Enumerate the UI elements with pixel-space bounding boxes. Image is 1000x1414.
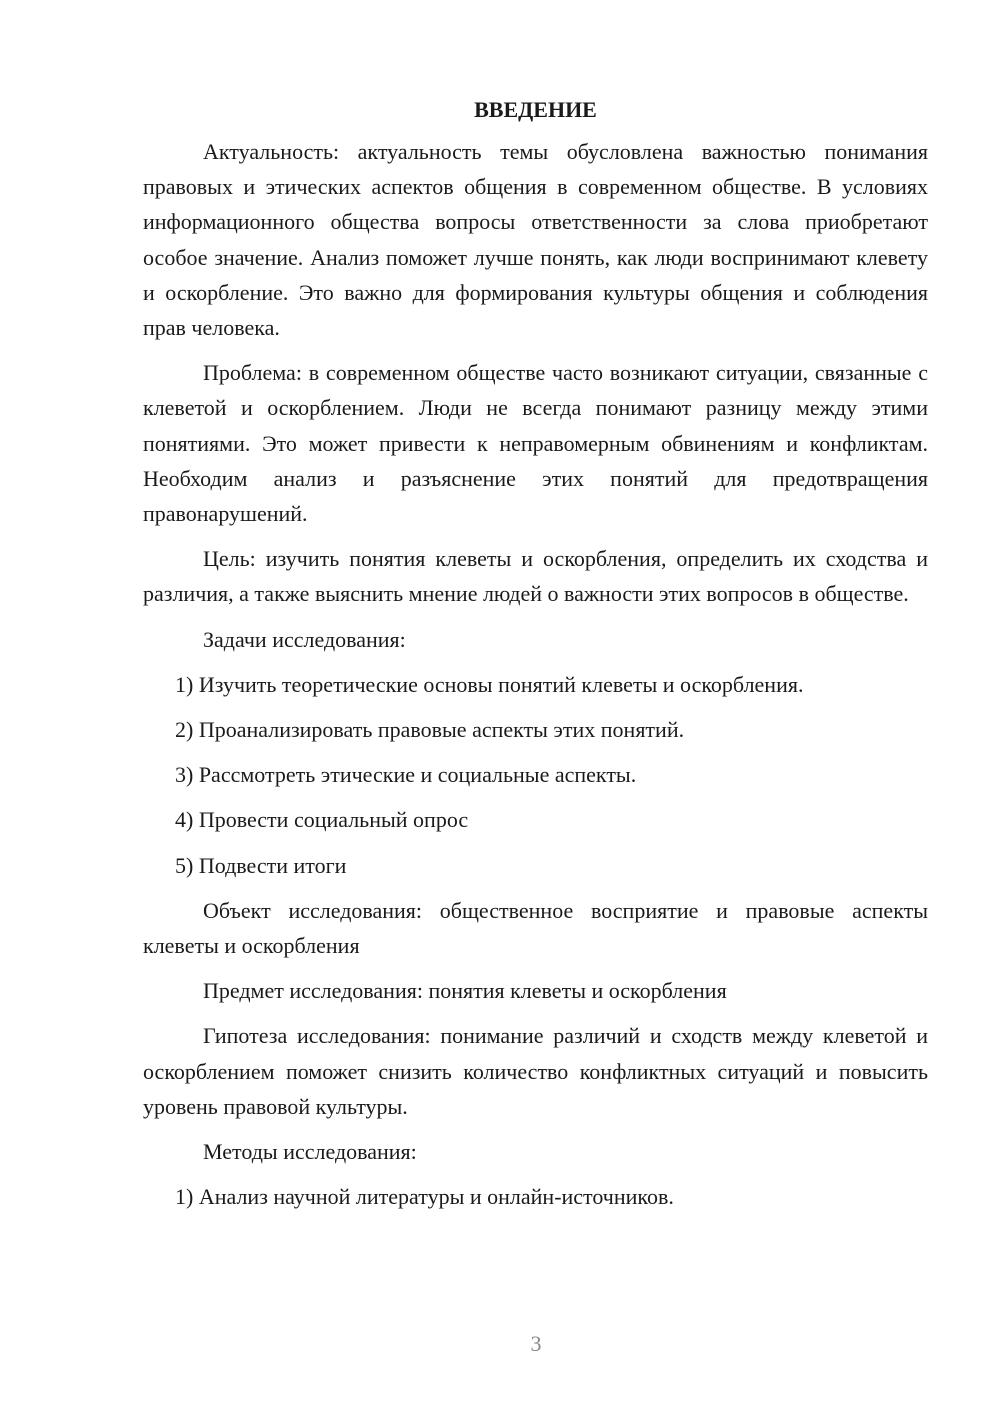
- method-item-1: 1) Анализ научной литературы и онлайн-источников.: [175, 1184, 674, 1210]
- task-item-1: 1) Изучить теоретические основы понятий клеветы и оскорбления.: [175, 671, 804, 697]
- tasks-heading: Задачи исследования:: [203, 626, 406, 652]
- task-item-2: 2) Проанализировать правовые аспекты этих понятий.: [175, 717, 685, 743]
- problem-paragraph: Проблема: в современном обществе часто возникают ситуации, связанные с клеветой и оскорблением. Люди не всегда понимают разницу между этими понятиями. Это может привести к неправомерным обвинениям и конфликтам. Необходим анализ и разъяснение этих понятий для предотвращения правонарушений.: [143, 360, 928, 527]
- page-title: ВВЕДЕНИЕ: [474, 97, 597, 122]
- subject-line: Предмет исследования: понятия клеветы и оскорбления: [203, 978, 727, 1004]
- document-page: [143, 92, 928, 1224]
- methods-heading: Методы исследования:: [203, 1139, 417, 1165]
- hypothesis-paragraph: Гипотеза исследования: понимание различий и сходств между клеветой и оскорблением поможет снизить количество конфликтных ситуаций и повысить уровень правовой культуры.: [143, 1023, 928, 1119]
- object-paragraph: Объект исследования: общественное восприятие и правовые аспекты клеветы и оскорбления: [143, 897, 928, 959]
- page-number: 3: [530, 1331, 542, 1356]
- task-item-4: 4) Провести социальный опрос: [175, 807, 469, 833]
- task-item-3: 3) Рассмотреть этические и социальные аспекты.: [175, 762, 637, 788]
- goal-paragraph: Цель: изучить понятия клеветы и оскорбления, определить их сходства и различия, а также выяснить мнение людей о важности этих вопросов в обществе.: [143, 546, 928, 607]
- task-item-5: 5) Подвести итоги: [175, 852, 347, 878]
- relevance-paragraph: Актуальность: актуальность темы обусловлена важностью понимания правовых и этических аспектов общения в современном обществе. В условиях информационного общества вопросы ответственности за слова приобретают особое значение. Анализ поможет лучше понять, как люди воспринимают клевету и оскорбление. Это важно для формирования культуры общения и соблюдения прав человека.: [143, 139, 928, 341]
